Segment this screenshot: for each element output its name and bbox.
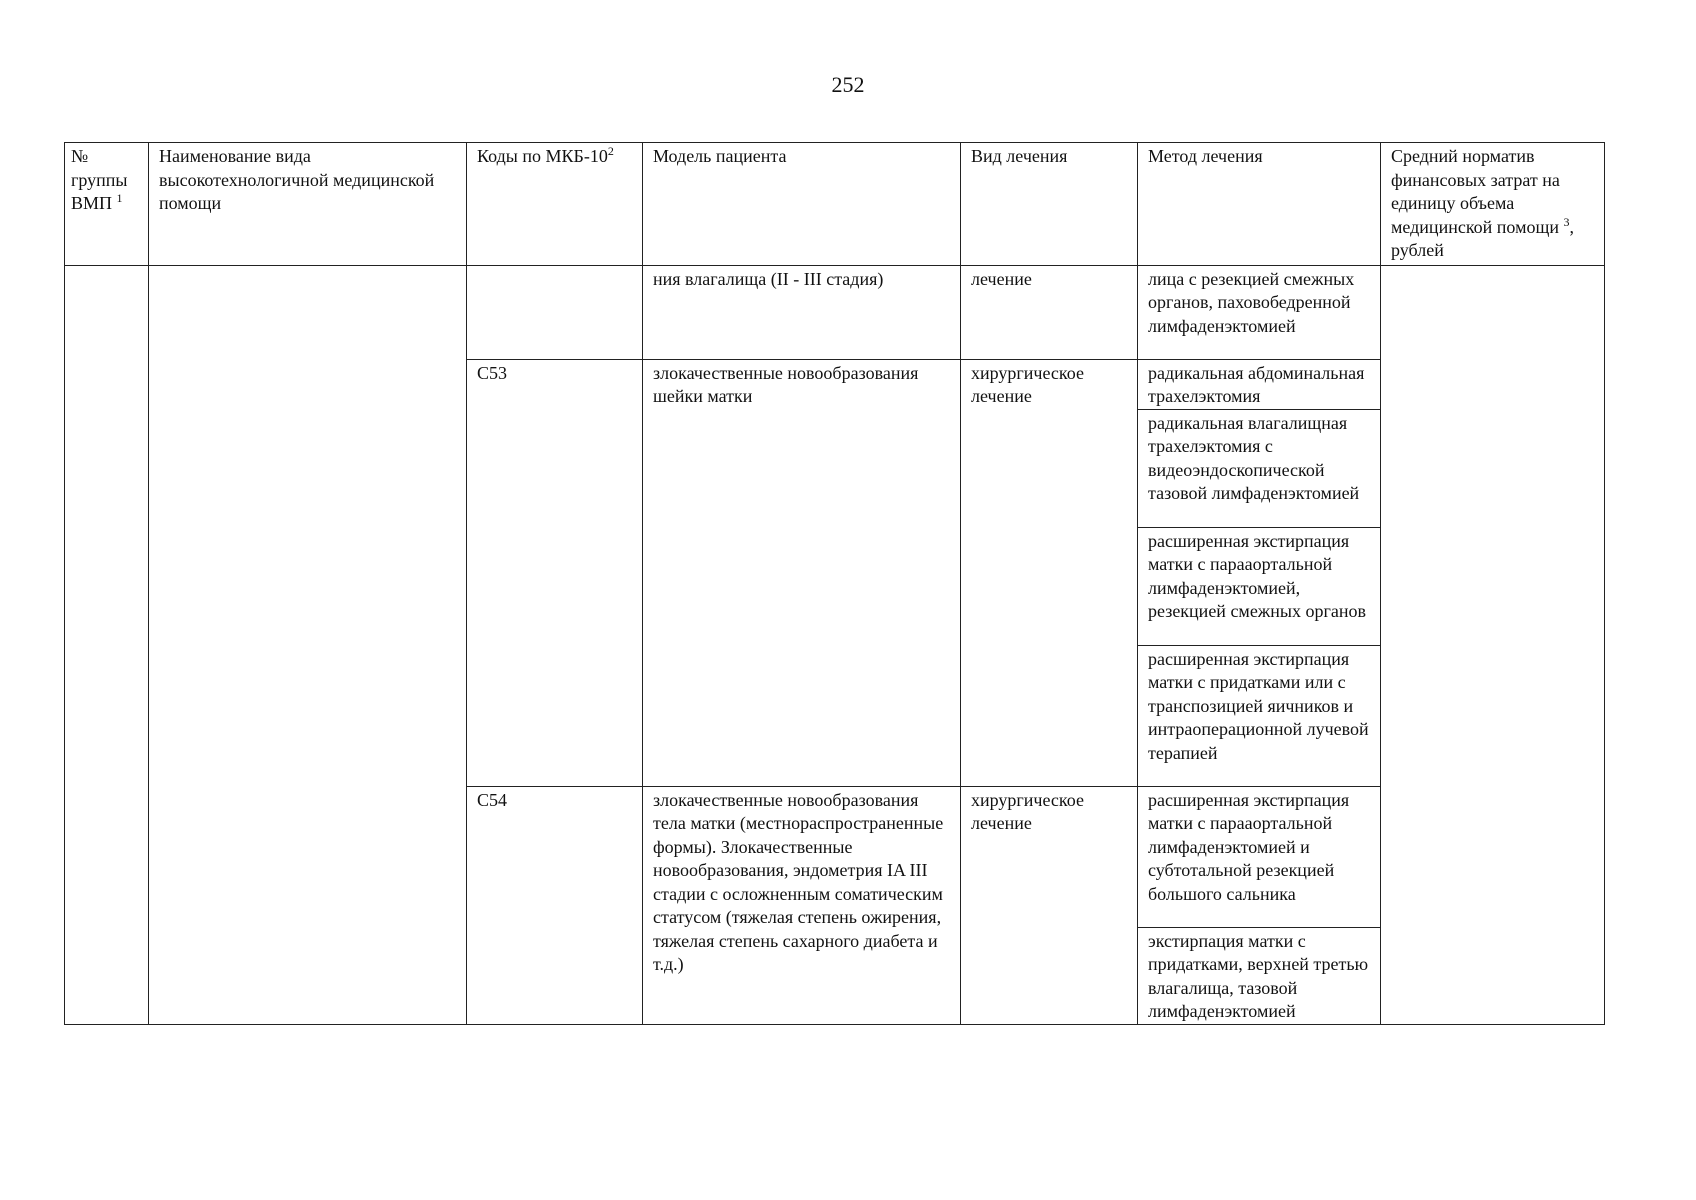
page-number: 252 (831, 72, 865, 97)
header-cost-standard: Средний норматив финансовых затрат на единицу объема медицинской помощи $^3$, рублей (1381, 143, 1605, 266)
cell-treatment-method: расширенная экстирпация матки с парааортальной лимфаденэктомией, резекцией смежных органов (1138, 527, 1381, 645)
cell-treatment-type: хирургическое лечение (961, 786, 1138, 1024)
header-treatment-type: Вид лечения (961, 143, 1138, 266)
cell-treatment-type: хирургическое лечение (961, 359, 1138, 786)
table-row (65, 265, 1605, 359)
header-patient-model: Модель пациента (643, 143, 961, 266)
cell-treatment-method: расширенная экстирпация матки с парааортальной лимфаденэктомией и субтотальной резекцией большого сальника (1138, 786, 1381, 927)
cell-code: C53 (467, 359, 643, 786)
cell-treatment-type: лечение (961, 265, 1138, 359)
cell-treatment-method: радикальная влагалищная трахелэктомия с видеоэндоскопической тазовой лимфаденэктомией (1138, 409, 1381, 527)
cell-treatment-method: экстирпация матки с придатками, верхней третью влагалища, тазовой лимфаденэктомией (1138, 927, 1381, 1024)
cell-patient-model: злокачественные новообразования шейки матки (643, 359, 961, 786)
cell-vmp-name (149, 265, 467, 1024)
header-row (65, 143, 1605, 266)
cell-code (467, 265, 643, 359)
cell-group-no (65, 265, 149, 1024)
header-group-no: № группы ВМП $^1$ (65, 143, 149, 266)
cell-patient-model: ния влагалища (II - III стадия) (643, 265, 961, 359)
cell-treatment-method: лица с резекцией смежных органов, паховобедренной лимфаденэктомией (1138, 265, 1381, 359)
cell-treatment-method: радикальная абдоминальная трахелэктомия (1138, 359, 1381, 409)
header-codes: Коды по МКБ-$10^2$ (467, 143, 643, 266)
vmp-table (64, 142, 1605, 1025)
header-treatment-method: Метод лечения (1138, 143, 1381, 266)
cell-treatment-method: расширенная экстирпация матки с придатками или с транспозицией яичников и интраоперационной лучевой терапией (1138, 645, 1381, 786)
cell-patient-model: злокачественные новообразования тела матки (местнораспространенные формы). Злокачественные новообразования, эндометрия IA III стадии с осложненным соматическим статусом (тяжелая степень ожирения, тяжелая степень сахарного диабета и т.д.) (643, 786, 961, 1024)
cell-code: C54 (467, 786, 643, 1024)
header-name: Наименование вида высокотехнологичной медицинской помощи (149, 143, 467, 266)
cell-cost-standard (1381, 265, 1605, 1024)
